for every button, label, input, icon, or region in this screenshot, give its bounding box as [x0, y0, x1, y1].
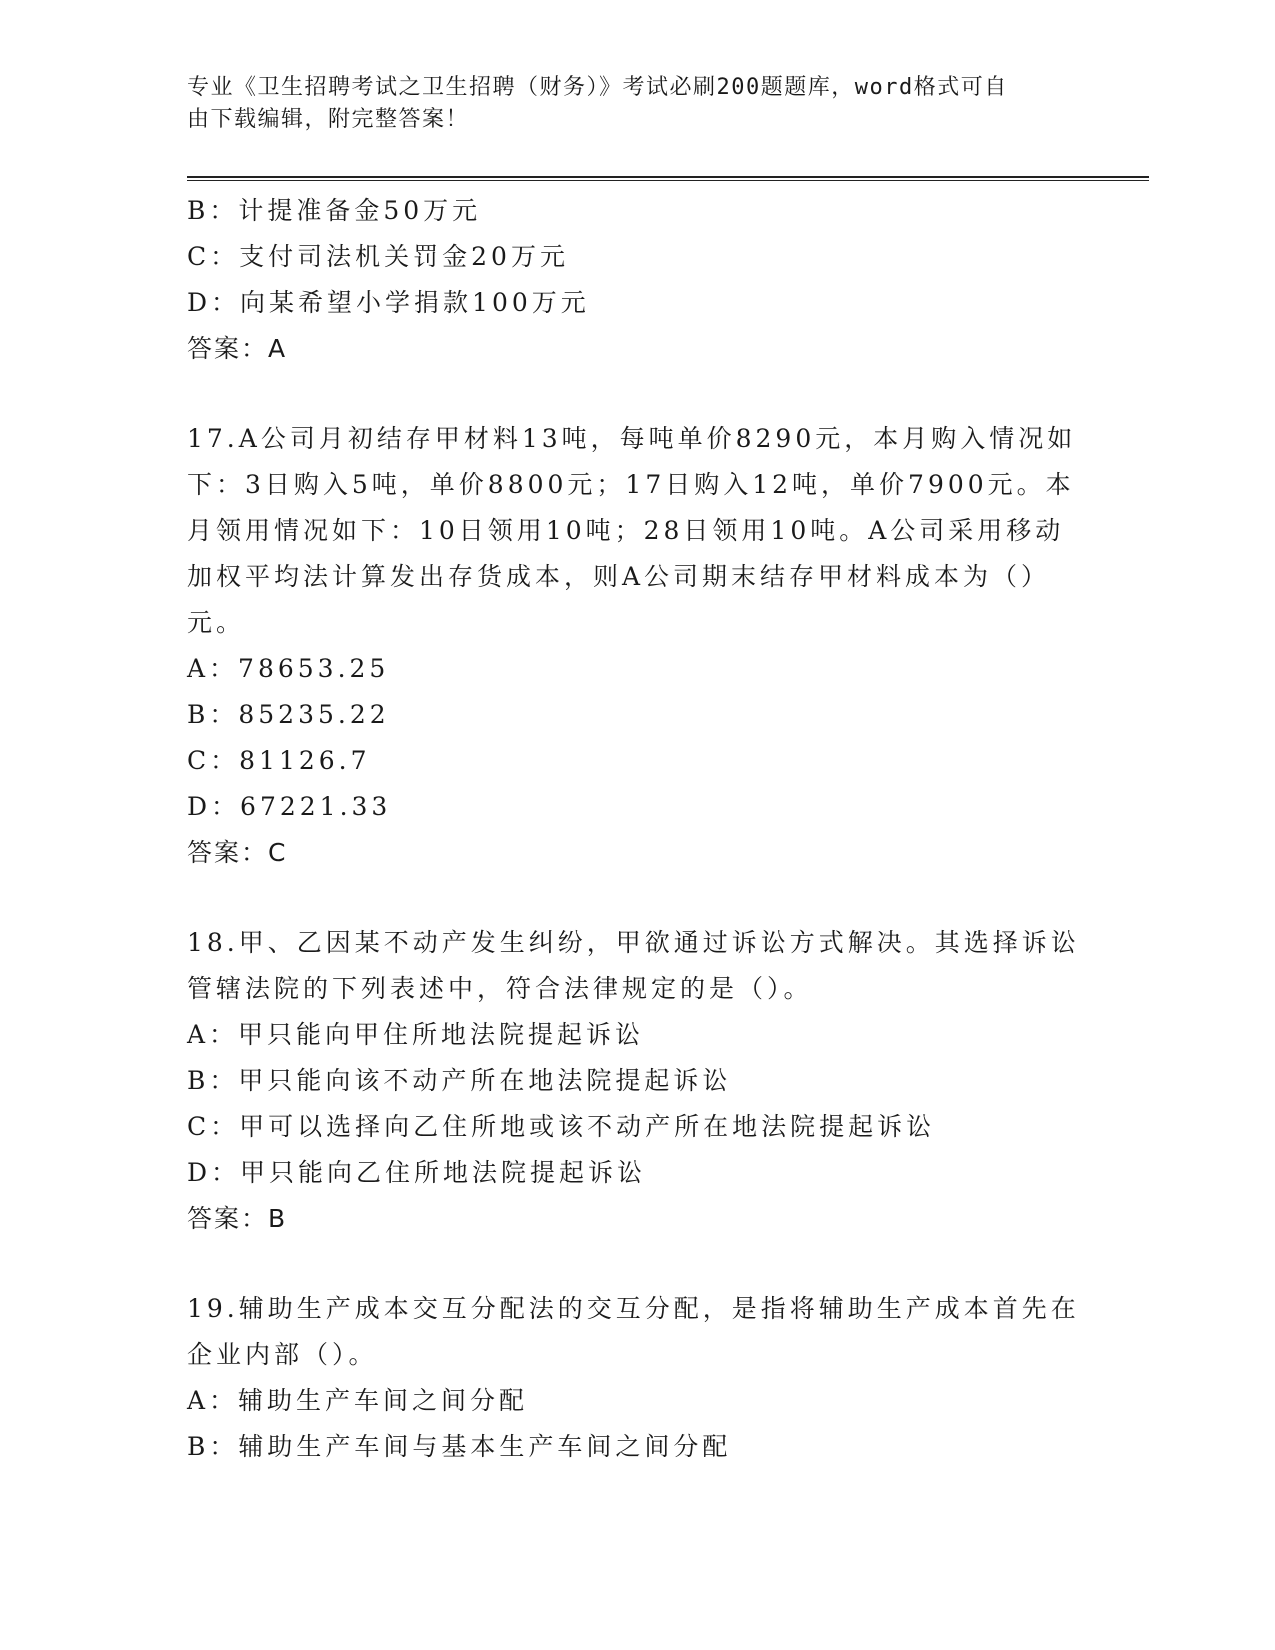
- answer-line: 答案：C: [187, 838, 288, 867]
- header-line-2: 由下载编辑，附完整答案！: [187, 107, 470, 132]
- option-a: A：辅助生产车间之间分配: [187, 1386, 529, 1415]
- question-text-line: 企业内部（）。: [187, 1340, 378, 1369]
- question-text-line: 下：3日购入5吨，单价8800元；17日购入12吨，单价7900元。本: [187, 470, 1075, 499]
- answer-line: 答案：A: [187, 334, 288, 363]
- header-line-1: 专业《卫生招聘考试之卫生招聘（财务）》考试必刷200题题库，word格式可自: [187, 75, 1008, 100]
- header-divider: [187, 176, 1149, 181]
- question-fragment: [187, 188, 1087, 372]
- question-17: [187, 416, 1087, 876]
- question-text-line: 管辖法院的下列表述中，符合法律规定的是（）。: [187, 974, 813, 1003]
- answer-line: 答案：B: [187, 1204, 288, 1233]
- question-text-line: 19.辅助生产成本交互分配法的交互分配，是指将辅助生产成本首先在: [187, 1294, 1080, 1323]
- option-d: D：甲只能向乙住所地法院提起诉讼: [187, 1158, 647, 1187]
- option-b: B：辅助生产车间与基本生产车间之间分配: [187, 1432, 732, 1461]
- question-text-line: 加权平均法计算发出存货成本，则A公司期末结存甲材料成本为（）: [187, 562, 1051, 591]
- option-a: A：甲只能向甲住所地法院提起诉讼: [187, 1020, 645, 1049]
- document-body: [187, 188, 1087, 1470]
- option-c: C：甲可以选择向乙住所地或该不动产所在地法院提起诉讼: [187, 1112, 936, 1141]
- question-text-line: 18.甲、乙因某不动产发生纠纷，甲欲通过诉讼方式解决。其选择诉讼: [187, 928, 1080, 957]
- question-text-line: 17.A公司月初结存甲材料13吨，每吨单价8290元，本月购入情况如: [187, 424, 1077, 453]
- question-19: [187, 1286, 1087, 1470]
- question-text-line: 元。: [187, 608, 246, 637]
- option-b: B：计提准备金50万元: [187, 196, 482, 225]
- option-d: D：67221.33: [187, 792, 392, 821]
- spacer: [187, 876, 1087, 920]
- option-c: C：81126.7: [187, 746, 371, 775]
- option-a: A：78653.25: [187, 654, 390, 683]
- question-18: [187, 920, 1087, 1242]
- option-c: C：支付司法机关罚金20万元: [187, 242, 569, 271]
- spacer: [187, 1242, 1087, 1286]
- spacer: [187, 372, 1087, 416]
- document-header: [187, 72, 1067, 136]
- option-b: B：85235.22: [187, 700, 390, 729]
- option-d: D：向某希望小学捐款100万元: [187, 288, 590, 317]
- question-text-line: 月领用情况如下：10日领用10吨；28日领用10吨。A公司采用移动: [187, 516, 1065, 545]
- option-b: B：甲只能向该不动产所在地法院提起诉讼: [187, 1066, 732, 1095]
